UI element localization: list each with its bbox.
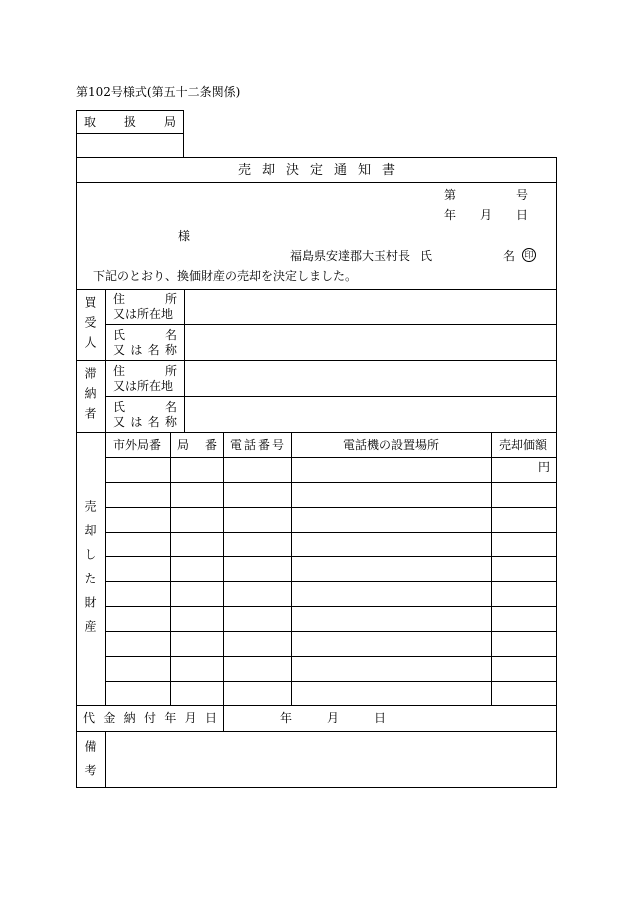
buyer-address-sublabel: 又は所在地 <box>113 307 174 321</box>
buyer-name-field[interactable] <box>185 325 556 359</box>
payment-year: 年 <box>280 711 293 725</box>
buyer-label: 買受人 <box>83 296 97 356</box>
delinquent-address-field[interactable] <box>185 361 556 395</box>
buyer-address-label: 住 所 <box>113 292 177 306</box>
remarks-label: 備考 <box>83 740 97 788</box>
delinquent-name-field[interactable] <box>185 397 556 431</box>
issuer-shimei-na: 名 <box>503 249 516 263</box>
delinquent-name-sublabel: 又 は 名 称 <box>113 415 177 429</box>
header-sale-price: 売却価額 <box>499 438 548 452</box>
price-unit: 円 <box>538 460 551 474</box>
payment-date-field[interactable] <box>224 706 556 730</box>
property-label: 売却した財産 <box>83 500 97 644</box>
date-year: 年 <box>444 208 457 222</box>
doc-number-dai: 第 <box>444 188 457 202</box>
issuer-name: 福島県安達郡大玉村長 <box>290 249 411 263</box>
header-phone-number: 電話番号 <box>230 438 287 452</box>
date-month: 月 <box>480 208 493 222</box>
header-exchange: 局 番 <box>177 438 217 452</box>
property-table-body[interactable] <box>106 458 556 704</box>
handling-office-label: 取 扱 局 <box>84 115 176 129</box>
seal-icon: 印 <box>522 248 536 262</box>
buyer-name-label: 氏 名 <box>113 328 177 342</box>
delinquent-address-label: 住 所 <box>113 364 177 378</box>
addressee-sama: 様 <box>178 229 191 243</box>
document-title: 売却決定通知書 <box>238 163 407 178</box>
handling-office-stamp-area[interactable] <box>77 134 183 157</box>
notice-text: 下記のとおり、換価財産の売却を決定しました。 <box>93 269 358 283</box>
payment-month: 月 <box>327 711 340 725</box>
buyer-address-field[interactable] <box>185 290 556 323</box>
date-day: 日 <box>516 208 529 222</box>
buyer-name-sublabel: 又 は 名 称 <box>113 343 177 357</box>
delinquent-address-sublabel: 又は所在地 <box>113 379 174 393</box>
header-area-code: 市外局番 <box>113 438 162 452</box>
form-number: 第102号様式(第五十二条関係) <box>76 85 241 99</box>
issuer-shimei-uji: 氏 <box>420 249 433 263</box>
doc-number-go: 号 <box>516 188 529 202</box>
handling-office-char: 取 <box>84 115 97 129</box>
header-install-location: 電話機の設置場所 <box>343 438 440 452</box>
payment-day: 日 <box>374 711 387 725</box>
delinquent-label: 滞納者 <box>83 367 97 427</box>
payment-date-label: 代 金 納 付 年 月 日 <box>83 711 217 725</box>
delinquent-name-label: 氏 名 <box>113 400 177 414</box>
remarks-field[interactable] <box>106 732 556 787</box>
